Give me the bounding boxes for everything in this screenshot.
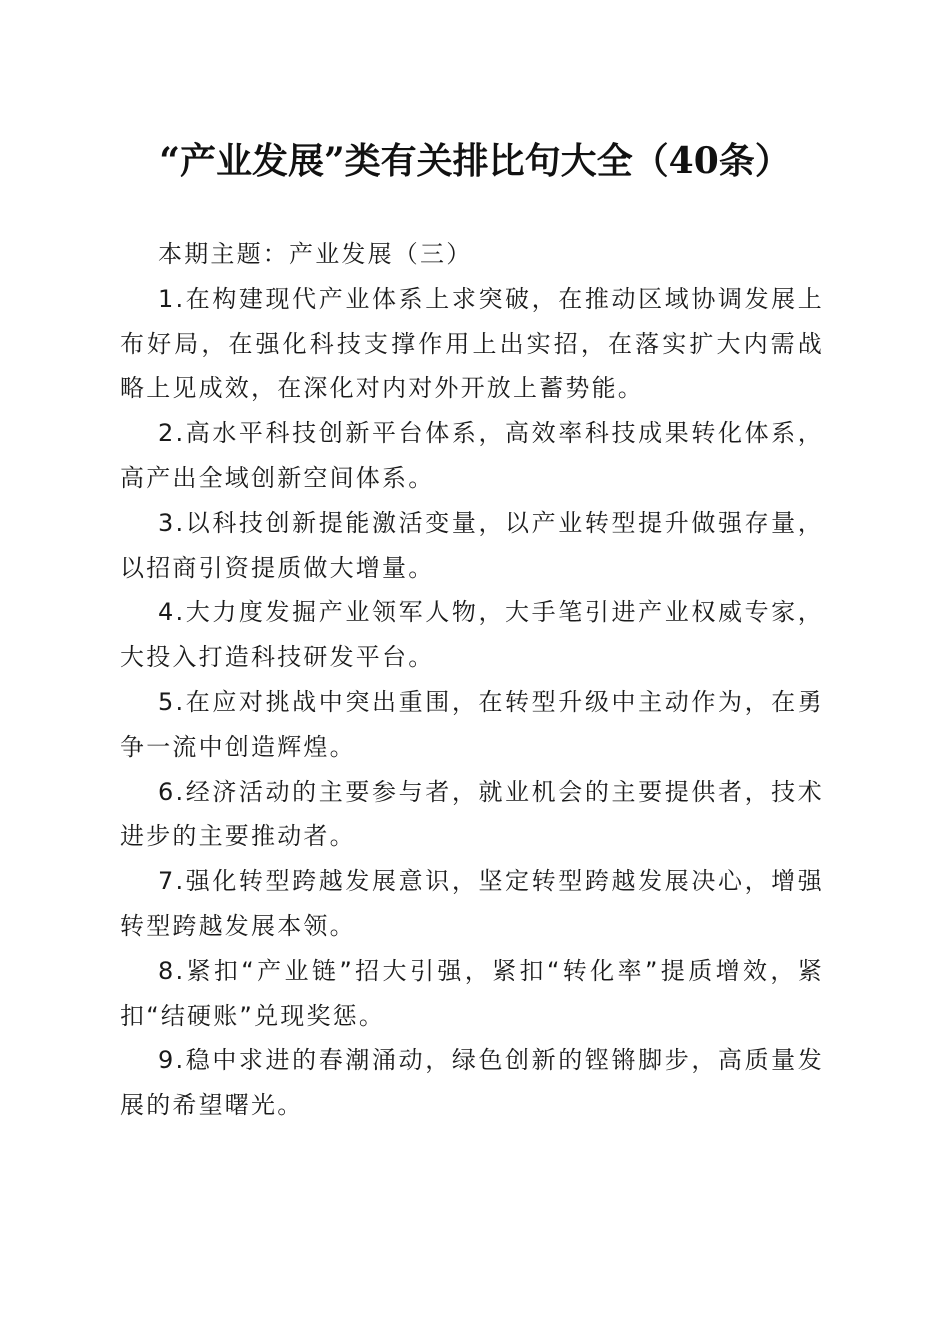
- intro-paragraph: 本期主题：产业发展（三）: [158, 240, 473, 268]
- list-item: 2.高水平科技创新平台体系，高效率科技成果转化体系，高产出全域创新空间体系。: [120, 419, 824, 492]
- list-item: 8.紧扣“产业链”招大引强，紧扣“转化率”提质增效，紧扣“结硬账”兑现奖惩。: [120, 956, 824, 1030]
- list-item: 1.在构建现代产业体系上求突破，在推动区域协调发展上布好局，在强化科技支撑作用上出实招，在落实扩大内需战略上见成效，在深化对内对外开放上蓄势能。: [120, 284, 824, 403]
- list-item: 5.在应对挑战中突出重围，在转型升级中主动作为，在勇争一流中创造辉煌。: [120, 687, 824, 761]
- document-body: [120, 232, 824, 1128]
- list-item: 6.经济活动的主要参与者，就业机会的主要提供者，技术进步的主要推动者。: [120, 777, 824, 851]
- list-item: 9.稳中求进的春潮涌动，绿色创新的铿锵脚步，高质量发展的希望曙光。: [120, 1046, 824, 1120]
- list-item: 7.强化转型跨越发展意识，坚定转型跨越发展决心，增强转型跨越发展本领。: [120, 867, 824, 940]
- list-item: 3.以科技创新提能激活变量，以产业转型提升做强存量，以招商引资提质做大增量。: [120, 508, 824, 582]
- list-item: 4.大力度发掘产业领军人物，大手笔引进产业权威专家，大投入打造科技研发平台。: [120, 598, 824, 672]
- document-title: “产业发展”类有关排比句大全（40条）: [159, 140, 791, 182]
